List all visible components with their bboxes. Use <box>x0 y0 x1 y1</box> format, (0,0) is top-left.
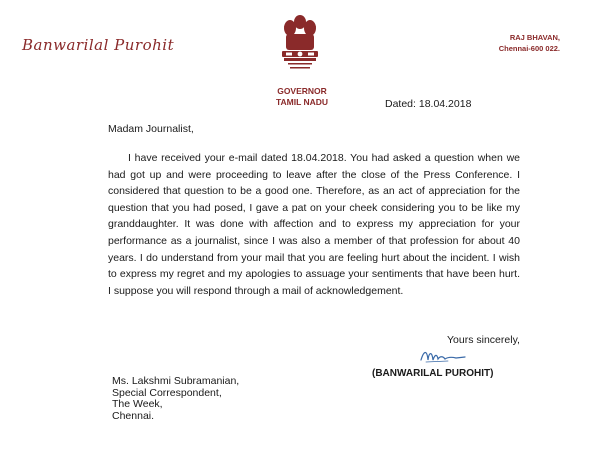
address-block <box>499 32 560 54</box>
address-line2: Chennai-600 022. <box>498 44 560 53</box>
letter-body: I have received your e-mail dated 18.04.2018. You had asked a question when we had got up and were proceeding to leave after the close of the Press Conference. I considered that question to be a good one. Therefore, as an act of appreciation for the question that you had posed, I gave a pat on your cheek considering you to be like my granddaughter. It was done with affection and to express my appreciation for your performance as a journalist, since I was also a member of that profession for about 40 years. I do understand from your mail that you are feeling hurt about the incident. I wish to express my regret and my apologies to assuage your sentiments that have been hurt. I suppose you will respond through a mail of acknowledgement. <box>108 152 520 297</box>
letter-date: Dated: 18.04.2018 <box>385 98 472 110</box>
recipient-designation: Special Correspondent, <box>112 386 222 399</box>
closing: Yours sincerely, <box>447 334 520 346</box>
recipient-name: Ms. Lakshmi Subramanian, <box>112 375 240 387</box>
letterhead-name: Banwarilal Purohit <box>22 36 175 54</box>
signatory-name: (BANWARILAL PUROHIT) <box>372 368 494 379</box>
address-line1: RAJ BHAVAN, <box>509 33 560 42</box>
governor-title-line1: GOVERNOR <box>277 86 327 96</box>
recipient-organization: The Week, <box>112 398 163 410</box>
recipient-block <box>112 376 239 422</box>
handwritten-signature-icon <box>418 346 468 366</box>
recipient-city: Chennai. <box>112 409 155 422</box>
state-emblem-icon <box>276 12 324 84</box>
governor-title-line2: TAMIL NADU <box>275 97 329 107</box>
governor-title <box>262 86 342 108</box>
salutation: Madam Journalist, <box>108 123 194 135</box>
